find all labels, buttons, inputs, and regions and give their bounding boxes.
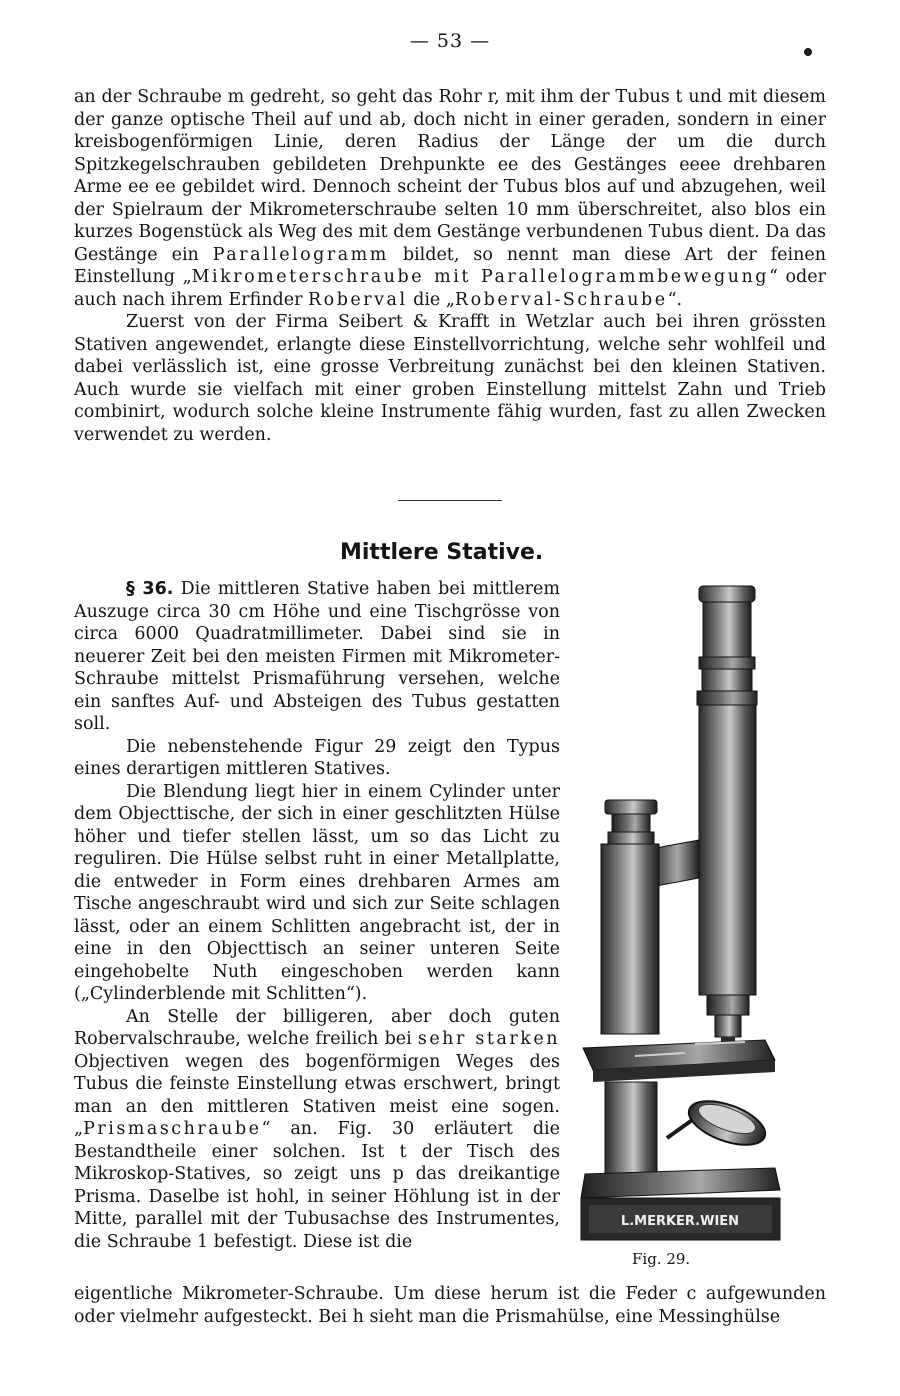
spaced-term: Prismaschraube [83,1119,262,1139]
text-column [74,578,560,1253]
text-run: Objectiven wegen des bogenförmigen Weges des Tubus die feinste Einstellung etwas erschwert, bringt man an den mittleren Stativen meist eine sogen. „ [74,1051,560,1139]
section-title: Mittlere Stative. [340,540,544,565]
pillar [601,844,659,1034]
spaced-term: sehr starken [417,1029,560,1049]
text-run: die „ [407,289,455,310]
tail-text [74,1283,826,1328]
paragraph [74,578,560,736]
spaced-term: Mikrometerschraube mit Parallelogrammbewegung [191,267,769,287]
paragraph: Die Blendung liegt hier in einem Cylinder unter dem Objecttische, der sich in einer geschlitzten Hülse höher und tiefer stellen lässt, um so das Licht zu reguliren. Die Hülse selbst ruht in einer Metallplatte, die entweder in Form eines drehbaren Armes am Tische angeschraubt wird und sich zur Seite schlagen lässt, oder an einem Schlitten angebracht ist, der in eine in den Objecttisch an seiner unteren Seite eingehobelte Nuth eingeschoben werden kann („Cylinderblende mit Schlitten“). [74,781,560,1004]
section-mark: § 36. [126,579,174,599]
objective [707,995,749,1047]
ink-dot [804,48,812,56]
top-text-block [74,86,826,446]
figure-caption: Fig. 29. [632,1250,691,1268]
lower-column [605,1082,657,1174]
spaced-term: Parallelogramm [212,244,389,265]
paragraph: eigentliche Mikrometer-Schraube. Um diese herum ist die Feder c aufgewunden oder vielmehr aufgesteckt. Bei h sieht man die Prismahülse, eine Messinghülse [74,1284,826,1327]
page-number: — 53 — [409,30,491,52]
stage [583,1040,775,1082]
paragraph [74,86,826,311]
mirror [667,1092,771,1153]
text-run: “ oder auch nach ihrem Erfinder [74,267,826,310]
text-run: An Stelle der billigeren, aber doch guten Robervalschraube, welche freilich bei [74,1006,560,1049]
section-divider [398,500,502,501]
spaced-term: Roberval [308,289,408,310]
paragraph: Zuerst von der Firma Seibert & Krafft in Wetzlar auch bei ihren grössten Stativen angewendet, erlangte diese Einstellvorrichtung, welche sehr wohlfeil und dabei verlässlich ist, eine grosse Verbreitung zunächst bei den kleinen Stativen. Auch wurde sie vielfach mit einer groben Einstellung mittelst Zahn und Trieb combinirt, wodurch solche kleine Instrumente fähig wurden, fast zu allen Zwecken verwendet zu werden. [74,312,826,445]
tube [699,705,756,995]
text-run: an der Schraube m gedreht, so geht das Rohr r, mit ihm der Tubus t und mit diesem der ganze optische Theil auf und ab, doch nicht in einer geraden, sondern in einer kreisbogenförmigen Linie, deren Radius der Länge der um die durch Spitzkegelschrauben gebildeten Drehpunkte ee des Gestänges eeee drehbaren Arme ee ee gebildet wird. Dennoch scheint der Tubus blos auf und abzugehen, weil der Spielraum der Mikrometerschraube selten 10 mm überschreitet, also blos ein kurzes Bogenstück als Weg des mit dem Gestänge verbundenen Tubus dient. Da das Gestänge ein [74,87,826,265]
paragraph [74,1006,560,1254]
micrometer-knob [605,800,657,844]
base-label: L.MERKER.WIEN [620,1214,740,1229]
base [581,1168,780,1240]
text-run: “. [667,289,683,310]
text-run: “ an. Fig. 30 erläutert die Bestandtheile einer solchen. Ist t der Tisch des Mikroskop-Statives, so zeigt uns p das dreikantige Prisma. Daselbe ist hohl, in seiner Höhlung ist in der Mitte, parallel mit der Tubusachse des Instrumentes, die Schraube 1 befestigt. Diese ist die [74,1119,560,1252]
eyepiece [697,586,757,705]
microscope-figure [575,578,790,1248]
text-run: Die mittleren Stative haben bei mittlerem Auszuge circa 30 cm Höhe und eine Tischgrösse von circa 6000 Quadratmillimeter. Dabei sind sie in neuerer Zeit bei den meisten Firmen mit Mikrometer-Schraube mittelst Prismaführung versehen, welche ein sanftes Auf- und Absteigen des Tubus gestatten soll. [74,579,560,734]
text-run: bildet, so nennt man diese Art der feinen Einstellung „ [74,244,826,287]
spaced-term: Roberval-Schraube [454,289,668,310]
paragraph: Die nebenstehende Figur 29 zeigt den Typus eines derartigen mittleren Statives. [74,736,560,779]
